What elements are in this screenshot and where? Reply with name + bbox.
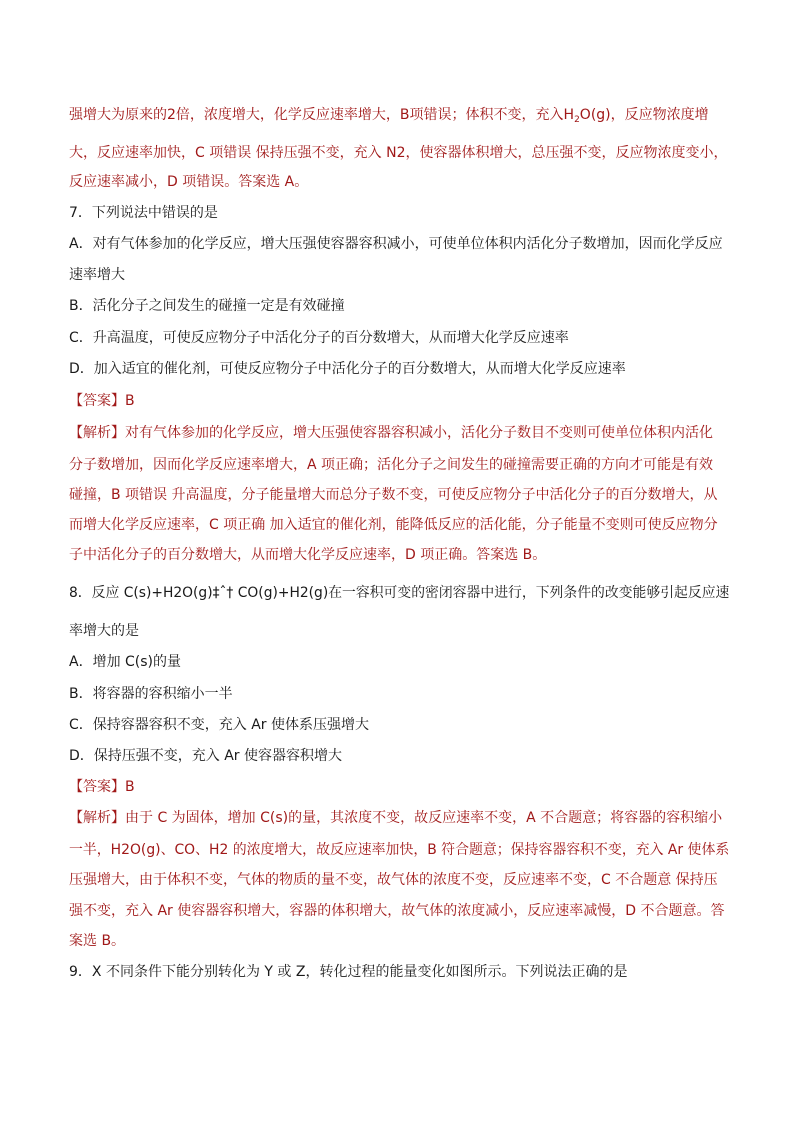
q7-option-a-cont: 速率增大 (69, 267, 125, 283)
q7-option-d: D．加入适宜的催化剂，可使反应物分子中活化分子的百分数增大，从而增大化学反应速率 (69, 361, 626, 377)
q6-text: 强增大为原来的 (69, 107, 167, 123)
q8-explanation-line-5: 案选 B。 (69, 933, 126, 949)
q7-option-a: A．对有气体参加的化学反应，增大压强使容器容积减小，可使单位体积内活化分子数增加，因而化学反应 (69, 236, 723, 252)
q6-text: 2 (167, 107, 176, 123)
q6-text: ，反应物浓度增 (610, 107, 709, 123)
q7-option-c: C．升高温度，可使反应物分子中活化分子的百分数增大，从而增大化学反应速率 (69, 330, 569, 346)
q7-explanation-line-5: 子中活化分子的百分数增大，从而增大化学反应速率，D 项正确。答案选 B。 (69, 547, 547, 563)
q8-option-b: B．将容器的容积缩小一半 (69, 686, 233, 702)
q6-formula: H (563, 107, 575, 123)
q8-option-c: C．保持容器容积不变，充入 Ar 使体系压强增大 (69, 717, 370, 733)
q8-explanation-line-3: 压强增大，由于体积不变，气体的物质的量不变，故气体的浓度不变，反应速率不变，C 不合题意 保持压 (69, 872, 718, 888)
q6-formula-subscript: 2 (574, 115, 580, 125)
q8-option-a: A．增加 C(s)的量 (69, 654, 182, 670)
q7-explanation-line-2: 分子数增加，因而化学反应速率增大，A 项正确；活化分子之间发生的碰撞需要正确的方向才可能是有效 (69, 457, 714, 473)
q6-formula: O(g) (579, 107, 611, 123)
q8-stem: 8．反应 C(s)+H2O(g)‡ˆ† CO(g)+H2(g)在一容积可变的密闭容器中进行，下列条件的改变能够引起反应速 (69, 585, 730, 601)
q7-answer: 【答案】B (69, 393, 135, 409)
q7-explanation-line-1: 【解析】对有气体参加的化学反应，增大压强使容器容积减小，活化分子数目不变则可使单位体积内活化 (69, 425, 713, 441)
q8-option-d: D．保持压强不变，充入 Ar 使容器容积增大 (69, 748, 343, 764)
q8-answer: 【答案】B (69, 779, 135, 795)
q6-explanation-line-3: 反应速率减小，D 项错误。答案选 A。 (69, 174, 309, 190)
q8-explanation-line-4: 强不变，充入 Ar 使容器容积增大，容器的体积增大，故气体的浓度减小，反应速率减慢，D 不合题意。答 (69, 903, 725, 919)
q8-stem-cont: 率增大的是 (69, 623, 139, 639)
q9-stem: 9．X 不同条件下能分别转化为 Y 或 Z，转化过程的能量变化如图所示。下列说法正确的是 (69, 964, 628, 980)
q8-explanation-line-1: 【解析】由于 C 为固体，增加 C(s)的量，其浓度不变，故反应速率不变，A 不合题意；将容器的容积缩小 (69, 810, 723, 826)
q7-explanation-line-3: 碰撞，B 项错误 升高温度，分子能量增大而总分子数不变，可使反应物分子中活化分子的百分数增大，从 (69, 487, 718, 503)
q6-text: B (399, 107, 410, 123)
q6-text: 倍，浓度增大，化学反应速率增大， (175, 107, 400, 123)
q6-explanation-line-2: 大，反应速率加快，C 项错误 保持压强不变，充入 N2，使容器体积增大，总压强不变，反应物浓度变小， (69, 145, 728, 161)
q6-text: 项错误；体积不变，充入 (409, 107, 564, 123)
q7-explanation-line-4: 而增大化学反应速率，C 项正确 加入适宜的催化剂，能降低反应的活化能，分子能量不变则可使反应物分 (69, 517, 718, 533)
q7-stem: 7．下列说法中错误的是 (69, 205, 218, 221)
q7-option-b: B．活化分子之间发生的碰撞一定是有效碰撞 (69, 298, 345, 314)
q6-explanation-line-1 (69, 105, 709, 125)
q8-explanation-line-2: 一半，H2O(g)、CO、H2 的浓度增大，故反应速率加快，B 符合题意；保持容器容积不变，充入 Ar 使体系 (69, 842, 730, 858)
